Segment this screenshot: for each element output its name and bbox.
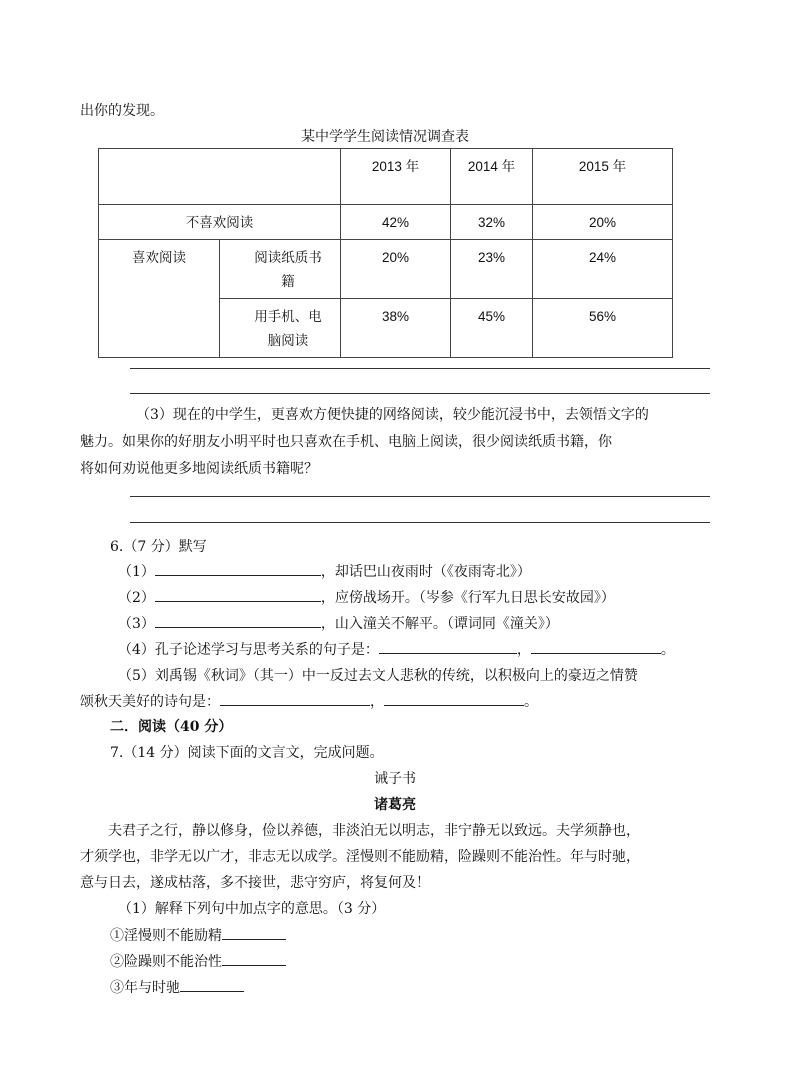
item-text: ③年与时驰 (110, 980, 180, 996)
item-number: （1） (118, 564, 155, 580)
passage-line2: 才须学也，非学无以广才，非志无以成学。淫慢则不能励精，险躁则不能治性。年与时驰， (80, 849, 640, 865)
year-2013: 2013 年 (341, 149, 451, 205)
item-text: （4）孔子论述学习与思考关系的句子是： (118, 642, 379, 658)
fill-blank[interactable] (220, 691, 370, 706)
row-label-paper: 阅读纸质书籍 (220, 240, 341, 299)
section-heading: 二．阅读（40 分） (110, 719, 233, 735)
fill-blank[interactable] (155, 613, 321, 628)
q3-line1: （3）现在的中学生，更喜欢方便快捷的网络阅读，较少能沉浸书中，去领悟文字的 (136, 407, 649, 423)
passage-line3: 意与日去，遂成枯落，多不接世，悲守穷庐，将复何及！ (80, 875, 430, 891)
q6-item-2 (118, 587, 615, 607)
item-text: ，山入潼关不解平。（谭词同《潼关》） (320, 616, 559, 632)
item-text: ，却话巴山夜雨时（《夜雨寄北》） (320, 564, 531, 580)
q6-item-5-line1: （5）刘禹锡《秋词》（其一）中一反过去文人悲秋的传统，以积极向上的豪迈之情赞 (118, 668, 638, 684)
table-header-row (99, 149, 673, 205)
item-text: 颂秋天美好的诗句是： (80, 694, 220, 710)
year-2014: 2014 年 (451, 149, 533, 205)
cell-value: 32% (451, 205, 533, 240)
answer-line (130, 522, 710, 523)
fill-blank[interactable] (155, 561, 321, 576)
fill-blank[interactable] (180, 977, 244, 992)
item-text: ，应傍战场开。（岑参《行军九日思长安故园》） (320, 590, 615, 606)
q7-header: 7.（14 分）阅读下面的文言文，完成问题。 (110, 745, 384, 761)
q7-sub1: （1）解释下列句中加点字的意思。（3 分） (118, 901, 386, 917)
answer-line (130, 393, 710, 394)
period: 。 (524, 694, 538, 710)
item-number: （3） (118, 616, 155, 632)
cell-value: 20% (533, 205, 673, 240)
header-empty-cell (99, 149, 341, 205)
cell-value: 56% (533, 299, 673, 358)
q6-header: 6.（7 分）默写 (110, 539, 207, 555)
q6-item-3 (118, 613, 559, 633)
cell-value: 24% (533, 240, 673, 299)
fill-blank[interactable] (531, 639, 661, 654)
cell-value: 42% (341, 205, 451, 240)
cell-value: 38% (341, 299, 451, 358)
year-2015: 2015 年 (533, 149, 673, 205)
item-text: ②险躁则不能治性 (110, 954, 222, 970)
fill-blank[interactable] (379, 639, 517, 654)
q6-item-4 (118, 639, 675, 659)
q6-item-1 (118, 561, 531, 581)
passage-title: 诫子书 (374, 771, 416, 787)
q7-item-3 (110, 977, 244, 997)
cell-value: 45% (451, 299, 533, 358)
fill-blank[interactable] (222, 951, 286, 966)
answer-line (130, 368, 710, 369)
table-title: 某中学学生阅读情况调查表 (301, 129, 469, 145)
fill-blank[interactable] (155, 587, 321, 602)
row-label-like: 喜欢阅读 (99, 240, 220, 358)
passage-line1: 夫君子之行，静以修身，俭以养德，非淡泊无以明志，非宁静无以致远。夫学须静也， (108, 823, 640, 839)
table-row-dislike (99, 205, 673, 240)
row-label-digital: 用手机、电脑阅读 (220, 299, 341, 358)
table-row-paper (99, 240, 673, 299)
period: 。 (660, 642, 675, 658)
intro-text: 出你的发现。 (80, 103, 164, 119)
comma: ， (516, 642, 531, 658)
q3-line2: 魅力。如果你的好朋友小明平时也只喜欢在手机、电脑上阅读，很少阅读纸质书籍，你 (80, 434, 612, 450)
q6-item-5-line2 (80, 691, 538, 711)
cell-value: 23% (451, 240, 533, 299)
comma: ， (370, 694, 384, 710)
item-text: ①淫慢则不能励精 (110, 928, 222, 944)
passage-author: 诸葛亮 (374, 797, 416, 813)
q7-item-2 (110, 951, 286, 971)
survey-table (98, 148, 673, 358)
cell-value: 20% (341, 240, 451, 299)
answer-line (130, 496, 710, 497)
row-label-dislike: 不喜欢阅读 (99, 205, 341, 240)
fill-blank[interactable] (222, 925, 286, 940)
q7-item-1 (110, 925, 286, 945)
item-number: （2） (118, 590, 155, 606)
q3-line3: 将如何劝说他更多地阅读纸质书籍呢？ (80, 461, 318, 477)
fill-blank[interactable] (384, 691, 524, 706)
